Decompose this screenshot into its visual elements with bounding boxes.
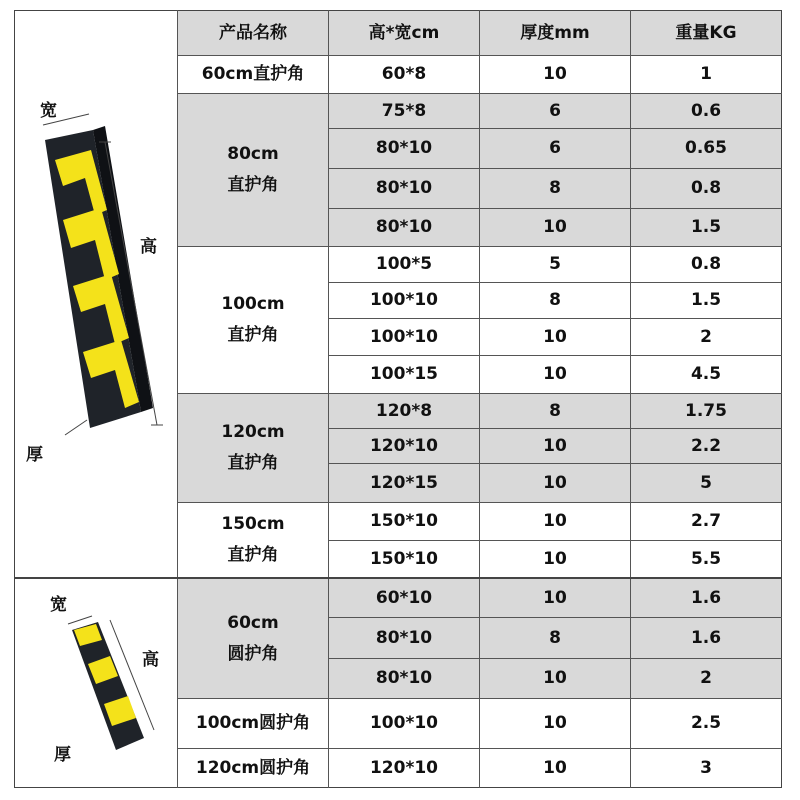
weight-cell: 4.5 <box>690 364 722 385</box>
product-name-line2: 直护角 <box>227 325 279 345</box>
product-name-line1: 60cm <box>227 612 279 633</box>
size-cell: 120*8 <box>375 400 433 421</box>
weight-cell: 1.75 <box>685 400 727 421</box>
weight-cell: 2 <box>700 326 712 347</box>
thickness-cell: 6 <box>549 100 561 121</box>
weight-cell: 0.65 <box>685 138 727 159</box>
size-cell: 100*10 <box>369 326 439 347</box>
product-name <box>178 579 328 698</box>
product-name-line1: 100cm <box>221 294 285 315</box>
weight-cell: 5 <box>700 472 712 493</box>
header-name: 产品名称 <box>219 22 287 43</box>
thickness-cell: 10 <box>543 511 567 532</box>
thickness-cell: 8 <box>549 627 561 648</box>
width-label: 宽 <box>40 101 57 121</box>
round-guard-image <box>40 600 170 760</box>
weight-cell: 2.7 <box>690 511 722 532</box>
thickness-cell: 10 <box>543 64 567 85</box>
weight-cell: 3 <box>700 757 712 778</box>
height-label: 高 <box>142 650 159 670</box>
size-cell: 75*8 <box>381 100 427 121</box>
weight-cell: 1.5 <box>690 217 722 238</box>
product-name <box>178 394 328 502</box>
thickness-cell: 10 <box>543 757 567 778</box>
product-name-line1: 150cm <box>221 514 285 535</box>
height-label: 高 <box>140 237 157 257</box>
weight-cell: 0.6 <box>690 100 722 121</box>
product-name-line2: 圆护角 <box>227 643 279 664</box>
product-name <box>178 94 328 246</box>
size-cell: 100*15 <box>369 364 439 385</box>
weight-cell: 5.5 <box>690 548 722 569</box>
weight-cell: 1.6 <box>690 627 722 648</box>
weight-cell: 2.2 <box>690 435 722 456</box>
size-cell: 150*10 <box>369 511 439 532</box>
product-name-line1: 120cm <box>221 422 285 443</box>
right-angle-guard-image <box>15 90 175 470</box>
thickness-cell: 8 <box>549 290 561 311</box>
size-cell: 80*10 <box>375 217 433 238</box>
size-cell: 100*10 <box>369 290 439 311</box>
thickness-cell: 10 <box>543 364 567 385</box>
product-name: 120cm圆护角 <box>195 757 311 778</box>
size-cell: 120*10 <box>369 757 439 778</box>
thickness-cell: 10 <box>543 668 567 689</box>
product-name-line2: 直护角 <box>227 545 279 565</box>
header-thickness: 厚度mm <box>520 22 590 43</box>
thickness-cell: 10 <box>543 548 567 569</box>
weight-cell: 2.5 <box>690 713 722 734</box>
size-cell: 120*15 <box>369 472 439 493</box>
thickness-cell: 6 <box>549 138 561 159</box>
product-name-line2: 直护角 <box>227 453 279 473</box>
weight-cell: 1 <box>700 64 712 85</box>
weight-cell: 1.5 <box>690 290 722 311</box>
size-cell: 60*10 <box>375 587 433 608</box>
thickness-cell: 5 <box>549 254 561 275</box>
width-label: 宽 <box>50 595 67 615</box>
thickness-label: 厚 <box>26 445 43 465</box>
size-cell: 100*5 <box>375 254 433 275</box>
thickness-label: 厚 <box>54 745 71 765</box>
thickness-cell: 10 <box>543 326 567 347</box>
thickness-cell: 10 <box>543 587 567 608</box>
size-cell: 100*10 <box>369 713 439 734</box>
size-cell: 150*10 <box>369 548 439 569</box>
weight-cell: 0.8 <box>690 254 722 275</box>
thickness-cell: 10 <box>543 217 567 238</box>
size-cell: 80*10 <box>375 178 433 199</box>
weight-cell: 2 <box>700 668 712 689</box>
product-name-line1: 80cm <box>227 144 279 165</box>
size-cell: 80*10 <box>375 138 433 159</box>
product-name-line2: 直护角 <box>227 175 279 195</box>
size-cell: 60*8 <box>381 64 427 85</box>
product-name <box>178 247 328 393</box>
thickness-cell: 10 <box>543 435 567 456</box>
size-cell: 80*10 <box>375 668 433 689</box>
thickness-cell: 10 <box>543 713 567 734</box>
weight-cell: 0.8 <box>690 178 722 199</box>
weight-cell: 1.6 <box>690 587 722 608</box>
product-name: 100cm圆护角 <box>195 713 311 734</box>
size-cell: 120*10 <box>369 435 439 456</box>
size-cell: 80*10 <box>375 627 433 648</box>
thickness-cell: 8 <box>549 400 561 421</box>
product-name: 60cm直护角 <box>201 64 305 85</box>
header-size: 高*宽cm <box>368 22 440 43</box>
product-name <box>178 503 328 577</box>
thickness-cell: 8 <box>549 178 561 199</box>
header-weight: 重量KG <box>675 22 737 43</box>
thickness-cell: 10 <box>543 472 567 493</box>
